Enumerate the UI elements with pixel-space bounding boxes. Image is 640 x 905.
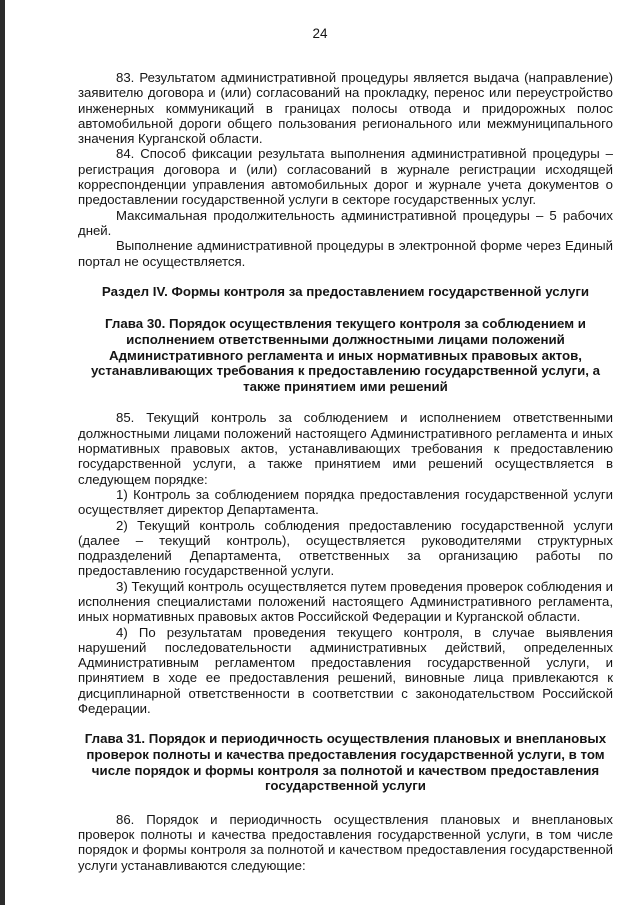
list-item-1: 1) Контроль за соблюдением порядка предоставления государственной услуги осуществляет директор Департамента. (78, 486, 613, 518)
document-body (78, 70, 613, 873)
list-item-3: 3) Текущий контроль осуществляется путем проведения проверок соблюдения и исполнения специалистами положений настоящего Административного регламента, иных нормативных правовых актов Российской Федерации и Курганской области. (78, 578, 613, 625)
paragraph-84: 84. Способ фиксации результата выполнения административной процедуры – регистрация договора и (или) согласований в журнале регистрации исходящей корреспонденции управления автомобильных дорог и журнале учета документов о предоставлении государственной услуги в секторе государственных услуг. (78, 146, 613, 208)
paragraph-max-duration: Максимальная продолжительность административной процедуры – 5 рабочих дней. (78, 207, 613, 238)
page-number: 24 (312, 26, 328, 41)
paragraph-83: 83. Результатом административной процедуры является выдача (направление) заявителю договора и (или) согласований на прокладку, перенос или переустройство инженерных коммуникаций в границах полосы отвода и придорожных полос автомобильной дороги общего пользования регионального или межмуниципального значения Курганской области. (78, 70, 613, 147)
list-item-4: 4) По результатам проведения текущего контроля, в случае выявления нарушений последовательности административных действий, определенных Административным регламентом предоставления государственной услуги, и принятием в ходе ее предоставления решений, виновные лица привлекаются к дисциплинарной ответственности в соответствии с законодательством Российской Федерации. (78, 624, 613, 717)
scan-edge (0, 0, 5, 905)
list-item-2: 2) Текущий контроль соблюдения предоставлению государственной услуги (далее – текущий контроль), осуществляется руководителями структурных подразделений Департамента, ответственных за организацию работы по предоставлению государственной услуги. (78, 517, 613, 579)
section-heading: Раздел IV. Формы контроля за предоставлением государственной услуги (101, 283, 590, 299)
paragraph-85: 85. Текущий контроль за соблюдением и исполнением ответственными должностными лицами положений настоящего Административного регламента и иных нормативных правовых актов, устанавливающих требования к предоставлению государственной услуги, а также принятием ими решений осуществляется в следующем порядке: (78, 410, 613, 487)
chapter-30-heading: Глава 30. Порядок осуществления текущего контроля за соблюдением и исполнением ответственными должностными лицами положений Административного регламента и иных нормативных правовых актов, устанавливающих требования к предоставлению государственной услуги, а также принятием ими решений (90, 316, 601, 394)
paragraph-86: 86. Порядок и периодичность осуществления плановых и внеплановых проверок полноты и качества предоставления государственной услуги, в том числе порядок и формы контроля за полнотой и качеством предоставления государственной услуги устанавливаются следующие: (78, 811, 613, 873)
paragraph-electronic-form: Выполнение административной процедуры в электронной форме через Единый портал не осуществляется. (78, 238, 613, 269)
chapter-31-heading: Глава 31. Порядок и периодичность осуществления плановых и внеплановых проверок полноты и качества предоставления государственной услуги, в том числе порядок и формы контроля за полнотой и качеством предоставления государственной услуги (84, 731, 607, 794)
